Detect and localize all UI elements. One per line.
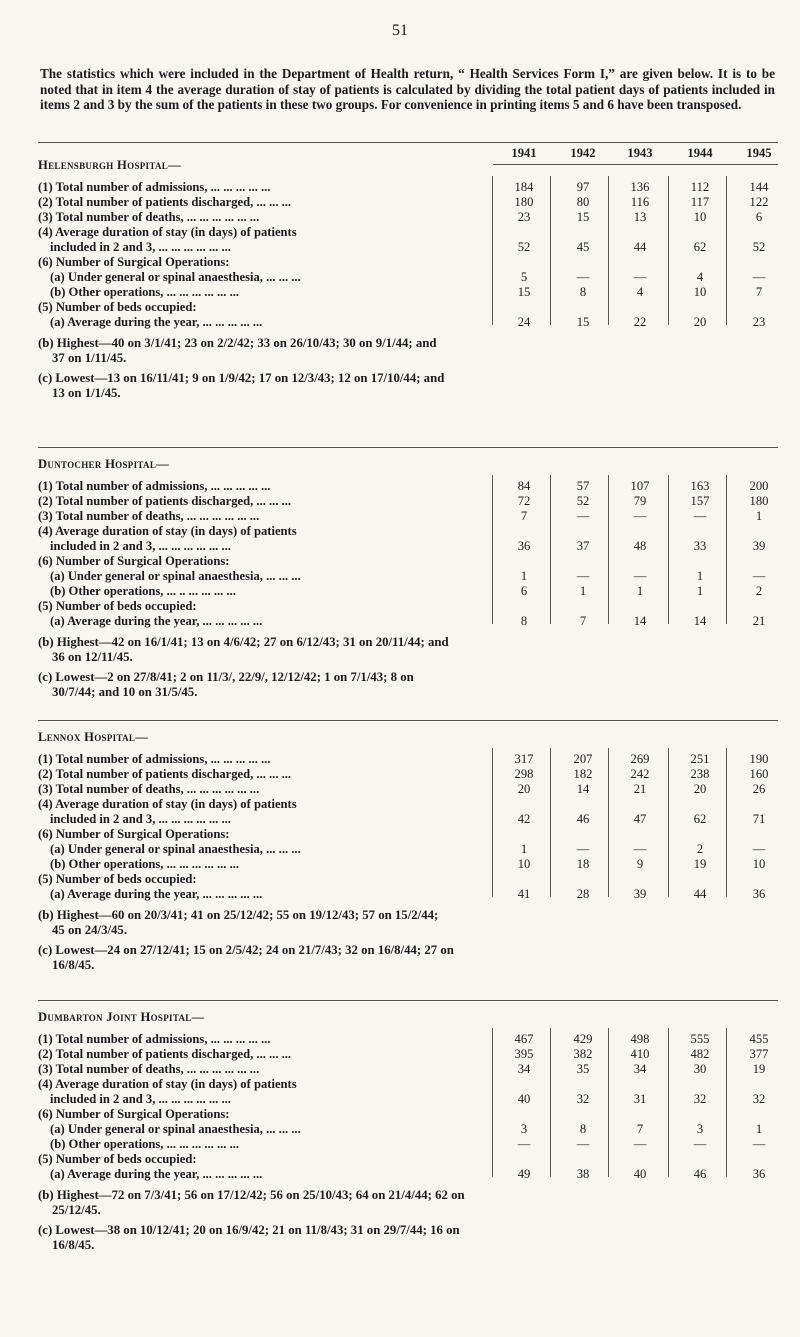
value-cell: 32	[576, 1092, 590, 1106]
value-cell: 6	[755, 210, 763, 224]
row-label: (5) Number of beds occupied:	[38, 1152, 197, 1166]
table-row	[38, 270, 778, 285]
value-cell: 317	[514, 752, 534, 766]
value-cell: 10	[693, 285, 707, 299]
value-cell: 14	[576, 782, 590, 796]
value-cell: —	[693, 1137, 707, 1151]
table-row	[38, 315, 778, 330]
row-label: (4) Average duration of stay (in days) of patients	[38, 1077, 297, 1091]
value-cell: 1	[755, 509, 763, 523]
highest-note	[38, 635, 758, 665]
value-cell: 84	[517, 479, 531, 493]
value-cell: —	[752, 569, 766, 583]
table-row	[38, 767, 778, 782]
table-row	[38, 1062, 778, 1077]
value-cell: 251	[690, 752, 710, 766]
value-cell: 242	[630, 767, 650, 781]
value-cell: 4	[636, 285, 644, 299]
row-label: (5) Number of beds occupied:	[38, 300, 197, 314]
value-cell: 2	[696, 842, 704, 856]
value-cell: 48	[633, 539, 647, 553]
row-label: (b) Other operations, ... ... ... ... ... ...	[50, 285, 240, 299]
value-cell: 7	[755, 285, 763, 299]
value-cell: 429	[573, 1032, 593, 1046]
table-row	[38, 887, 778, 902]
value-cell: 467	[514, 1032, 534, 1046]
table-row	[38, 614, 778, 629]
row-label: (a) Average during the year, ... ... ... ... ...	[50, 315, 263, 329]
hospital-name	[38, 1010, 778, 1025]
value-cell: 19	[693, 857, 707, 871]
row-label: (a) Average during the year, ... ... ... ... ...	[50, 614, 263, 628]
row-label: (1) Total number of admissions, ... ... ... ... ...	[38, 1032, 271, 1046]
lowest-cont: 30/7/44; and 10 on 31/5/45.	[52, 685, 198, 699]
value-cell: 45	[576, 240, 590, 254]
lowest-note	[38, 1223, 758, 1253]
value-cell: 52	[576, 494, 590, 508]
year-header: 1944	[687, 146, 713, 160]
table-row	[38, 509, 778, 524]
value-cell: 36	[752, 887, 766, 901]
value-cell: 1	[696, 584, 704, 598]
highest-text: (b) Highest—60 on 20/3/41; 41 on 25/12/42; 55 on 19/12/43; 57 on 15/2/44;	[38, 908, 439, 922]
value-cell: —	[576, 270, 590, 284]
value-cell: 269	[630, 752, 650, 766]
value-cell: 377	[749, 1047, 769, 1061]
value-cell: 8	[520, 614, 528, 628]
value-cell: 1	[520, 842, 528, 856]
value-cell: —	[576, 509, 590, 523]
lowest-cont: 16/8/45.	[52, 958, 95, 972]
lowest-text: (c) Lowest—24 on 27/12/41; 15 on 2/5/42; 24 on 21/7/43; 32 on 16/8/44; 27 on	[38, 943, 454, 957]
value-cell: 35	[576, 1062, 590, 1076]
value-cell: 15	[576, 315, 590, 329]
value-cell: 7	[636, 1122, 644, 1136]
value-cell: 136	[630, 180, 650, 194]
value-cell: 1	[579, 584, 587, 598]
value-cell: 40	[633, 1167, 647, 1181]
lowest-cont: 16/8/45.	[52, 1238, 95, 1252]
hospital-name-label: Helensburgh Hospital—	[38, 158, 181, 172]
value-cell: 1	[636, 584, 644, 598]
value-cell: 1	[520, 569, 528, 583]
table-row	[38, 180, 778, 195]
value-cell: —	[693, 509, 707, 523]
value-cell: 32	[693, 1092, 707, 1106]
table-row	[38, 797, 778, 812]
value-cell: 24	[517, 315, 531, 329]
value-cell: —	[752, 842, 766, 856]
value-cell: 18	[576, 857, 590, 871]
hospital-section	[38, 1008, 778, 1252]
value-cell: 144	[749, 180, 769, 194]
value-cell: —	[576, 1137, 590, 1151]
value-cell: 180	[749, 494, 769, 508]
value-cell: 482	[690, 1047, 710, 1061]
value-cell: 34	[517, 1062, 531, 1076]
value-cell: 47	[633, 812, 647, 826]
lowest-note	[38, 670, 758, 700]
value-cell: 4	[696, 270, 704, 284]
value-cell: —	[633, 509, 647, 523]
value-cell: 38	[576, 1167, 590, 1181]
value-cell: 62	[693, 812, 707, 826]
value-cell: 21	[633, 782, 647, 796]
value-cell: 57	[576, 479, 590, 493]
value-cell: 41	[517, 887, 531, 901]
value-cell: 8	[579, 285, 587, 299]
row-label: (1) Total number of admissions, ... ... ... ... ...	[38, 479, 271, 493]
row-label: (1) Total number of admissions, ... ... ... ... ...	[38, 180, 271, 194]
value-cell: 36	[752, 1167, 766, 1181]
table-row	[38, 524, 778, 539]
value-cell: 182	[573, 767, 593, 781]
table-row	[38, 210, 778, 225]
value-cell: 20	[517, 782, 531, 796]
value-cell: 46	[693, 1167, 707, 1181]
table-row	[38, 599, 778, 614]
value-cell: 49	[517, 1167, 531, 1181]
value-cell: 180	[514, 195, 534, 209]
table-row	[38, 1047, 778, 1062]
value-cell: 19	[752, 1062, 766, 1076]
table-row	[38, 1167, 778, 1182]
value-cell: 23	[517, 210, 531, 224]
value-cell: 42	[517, 812, 531, 826]
table-row	[38, 539, 778, 554]
table-row	[38, 827, 778, 842]
value-cell: 37	[576, 539, 590, 553]
row-label: (6) Number of Surgical Operations:	[38, 554, 230, 568]
highest-note	[38, 908, 758, 938]
table-row	[38, 752, 778, 767]
table-row	[38, 1122, 778, 1137]
table-row	[38, 240, 778, 255]
hospital-name	[38, 457, 778, 472]
highest-cont: 45 on 24/3/45.	[52, 923, 128, 937]
lowest-text: (c) Lowest—38 on 10/12/41; 20 on 16/9/42; 21 on 11/8/43; 31 on 29/7/44; 16 on	[38, 1223, 460, 1237]
highest-text: (b) Highest—72 on 7/3/41; 56 on 17/12/42; 56 on 25/10/43; 64 on 21/4/44; 62 on	[38, 1188, 465, 1202]
table-row	[38, 255, 778, 270]
value-cell: 9	[636, 857, 644, 871]
value-cell: —	[752, 270, 766, 284]
value-cell: —	[633, 1137, 647, 1151]
section-rule	[38, 447, 778, 448]
row-label: (2) Total number of patients discharged, ... ... ...	[38, 767, 292, 781]
table-row	[38, 584, 778, 599]
hospital-name	[38, 730, 778, 745]
value-cell: 23	[752, 315, 766, 329]
table-row	[38, 195, 778, 210]
row-label: included in 2 and 3, ... ... ... ... ... ...	[50, 240, 231, 254]
value-cell: 52	[752, 240, 766, 254]
lowest-text: (c) Lowest—13 on 16/11/41; 9 on 1/9/42; 17 on 12/3/43; 12 on 17/10/44; and	[38, 371, 445, 385]
table-row	[38, 1152, 778, 1167]
value-cell: —	[576, 569, 590, 583]
value-cell: 10	[517, 857, 531, 871]
value-cell: 395	[514, 1047, 534, 1061]
table-row	[38, 479, 778, 494]
row-label: (4) Average duration of stay (in days) of patients	[38, 797, 297, 811]
value-cell: 31	[633, 1092, 647, 1106]
year-header: 1943	[627, 146, 653, 160]
hospital-name-label: Dumbarton Joint Hospital—	[38, 1010, 205, 1024]
year-header: 1941	[511, 146, 537, 160]
value-cell: 28	[576, 887, 590, 901]
value-cell: 21	[752, 614, 766, 628]
value-cell: 200	[749, 479, 769, 493]
highest-text: (b) Highest—40 on 3/1/41; 23 on 2/2/42; 33 on 26/10/43; 30 on 9/1/44; and	[38, 336, 437, 350]
value-cell: —	[633, 842, 647, 856]
value-cell: 112	[690, 180, 710, 194]
value-cell: 15	[576, 210, 590, 224]
value-cell: 30	[693, 1062, 707, 1076]
value-cell: 39	[633, 887, 647, 901]
value-cell: 62	[693, 240, 707, 254]
value-cell: 3	[520, 1122, 528, 1136]
row-label: (3) Total number of deaths, ... ... ... ... ... ...	[38, 782, 260, 796]
value-cell: 7	[579, 614, 587, 628]
value-cell: 238	[690, 767, 710, 781]
value-cell: —	[633, 569, 647, 583]
highest-text: (b) Highest—42 on 16/1/41; 13 on 4/6/42; 27 on 6/12/43; 31 on 20/11/44; and	[38, 635, 449, 649]
table-row	[38, 569, 778, 584]
row-label: (a) Under general or spinal anaesthesia, ... ... ...	[50, 842, 301, 856]
hospital-name-label: Lennox Hospital—	[38, 730, 149, 744]
row-label: (5) Number of beds occupied:	[38, 872, 197, 886]
row-label: (3) Total number of deaths, ... ... ... ... ... ...	[38, 210, 260, 224]
value-cell: 71	[752, 812, 766, 826]
value-cell: 34	[633, 1062, 647, 1076]
row-label: (a) Under general or spinal anaesthesia, ... ... ...	[50, 270, 301, 284]
value-cell: 3	[696, 1122, 704, 1136]
value-cell: —	[517, 1137, 531, 1151]
value-cell: 33	[693, 539, 707, 553]
top-rule	[38, 142, 778, 143]
table-row	[38, 812, 778, 827]
table-row	[38, 872, 778, 887]
value-cell: 2	[755, 584, 763, 598]
value-cell: —	[633, 270, 647, 284]
table-row	[38, 285, 778, 300]
value-cell: 410	[630, 1047, 650, 1061]
section-rule	[38, 720, 778, 721]
row-label: (b) Other operations, ... .. ... ... ... ...	[50, 584, 236, 598]
value-cell: 52	[517, 240, 531, 254]
hospital-section	[38, 455, 778, 699]
value-cell: 157	[690, 494, 710, 508]
lowest-note	[38, 943, 758, 973]
value-cell: 72	[517, 494, 531, 508]
value-cell: 44	[693, 887, 707, 901]
row-label: (1) Total number of admissions, ... ... ... ... ...	[38, 752, 271, 766]
table-row	[38, 782, 778, 797]
row-label: (a) Average during the year, ... ... ... ... ...	[50, 887, 263, 901]
table-row	[38, 842, 778, 857]
row-label: (4) Average duration of stay (in days) of patients	[38, 524, 297, 538]
row-label: included in 2 and 3, ... ... ... ... ... ...	[50, 539, 231, 553]
row-label: (2) Total number of patients discharged, ... ... ...	[38, 195, 292, 209]
table-row	[38, 1092, 778, 1107]
row-label: (4) Average duration of stay (in days) of patients	[38, 225, 297, 239]
hospital-name	[38, 158, 778, 173]
value-cell: 1	[696, 569, 704, 583]
hospital-section	[38, 146, 778, 400]
row-label: (a) Under general or spinal anaesthesia, ... ... ...	[50, 569, 301, 583]
value-cell: 39	[752, 539, 766, 553]
value-cell: 6	[520, 584, 528, 598]
value-cell: —	[576, 842, 590, 856]
row-label: (a) Average during the year, ... ... ... ... ...	[50, 1167, 263, 1181]
value-cell: 160	[749, 767, 769, 781]
value-cell: 107	[630, 479, 650, 493]
value-cell: 7	[520, 509, 528, 523]
value-cell: 36	[517, 539, 531, 553]
value-cell: 10	[752, 857, 766, 871]
value-cell: 190	[749, 752, 769, 766]
row-label: (b) Other operations, ... ... ... ... ... ...	[50, 857, 240, 871]
highest-note	[38, 336, 758, 366]
highest-note	[38, 1188, 758, 1218]
table-row	[38, 1107, 778, 1122]
row-label: (3) Total number of deaths, ... ... ... ... ... ...	[38, 509, 260, 523]
value-cell: 44	[633, 240, 647, 254]
value-cell: 46	[576, 812, 590, 826]
value-cell: 8	[579, 1122, 587, 1136]
table-row	[38, 494, 778, 509]
table-row	[38, 300, 778, 315]
value-cell: 1	[755, 1122, 763, 1136]
row-label: (6) Number of Surgical Operations:	[38, 1107, 230, 1121]
row-label: included in 2 and 3, ... ... ... ... ... ...	[50, 812, 231, 826]
value-cell: 20	[693, 782, 707, 796]
value-cell: 455	[749, 1032, 769, 1046]
row-label: (6) Number of Surgical Operations:	[38, 255, 230, 269]
section-rule	[38, 1000, 778, 1001]
table-row	[38, 1137, 778, 1152]
value-cell: 555	[690, 1032, 710, 1046]
value-cell: 5	[520, 270, 528, 284]
highest-cont: 36 on 12/11/45.	[52, 650, 133, 664]
hospital-section	[38, 728, 778, 972]
table-row	[38, 857, 778, 872]
value-cell: 117	[690, 195, 710, 209]
value-cell: 184	[514, 180, 534, 194]
row-label: (a) Under general or spinal anaesthesia, ... ... ...	[50, 1122, 301, 1136]
page-number: 51	[392, 22, 408, 39]
intro-paragraph: The statistics which were included in the Department of Health return, “ Health Services Form I,” are given below. It is to be noted that in item 4 the average duration of stay of patients is calculated by dividing the total patient days of patients included in items 2 and 3 by the sum of the patients in these two groups. For convenience in printing items 5 and 6 have been transposed.	[40, 66, 775, 112]
row-label: (2) Total number of patients discharged, ... ... ...	[38, 1047, 292, 1061]
lowest-note	[38, 371, 758, 401]
value-cell: 163	[690, 479, 710, 493]
row-label: (5) Number of beds occupied:	[38, 599, 197, 613]
value-cell: 20	[693, 315, 707, 329]
row-label: included in 2 and 3, ... ... ... ... ... ...	[50, 1092, 231, 1106]
value-cell: 15	[517, 285, 531, 299]
value-cell: 26	[752, 782, 766, 796]
value-cell: 22	[633, 315, 647, 329]
value-cell: 14	[693, 614, 707, 628]
value-cell: 79	[633, 494, 647, 508]
year-header: 1945	[746, 146, 772, 160]
table-row	[38, 1032, 778, 1047]
table-row	[38, 554, 778, 569]
value-cell: 382	[573, 1047, 593, 1061]
value-cell: 116	[630, 195, 650, 209]
value-cell: 207	[573, 752, 593, 766]
lowest-cont: 13 on 1/1/45.	[52, 386, 121, 400]
table-row	[38, 1077, 778, 1092]
value-cell: 10	[693, 210, 707, 224]
hospital-name-label: Duntocher Hospital—	[38, 457, 170, 471]
value-cell: 80	[576, 195, 590, 209]
highest-cont: 25/12/45.	[52, 1203, 101, 1217]
table-row	[38, 225, 778, 240]
value-cell: 122	[749, 195, 769, 209]
row-label: (2) Total number of patients discharged, ... ... ...	[38, 494, 292, 508]
row-label: (6) Number of Surgical Operations:	[38, 827, 230, 841]
highest-cont: 37 on 1/11/45.	[52, 351, 127, 365]
year-header: 1942	[570, 146, 596, 160]
row-label: (b) Other operations, ... ... ... ... ... ...	[50, 1137, 240, 1151]
value-cell: 298	[514, 767, 534, 781]
value-cell: 14	[633, 614, 647, 628]
value-cell: —	[752, 1137, 766, 1151]
value-cell: 32	[752, 1092, 766, 1106]
value-cell: 40	[517, 1092, 531, 1106]
value-cell: 13	[633, 210, 647, 224]
row-label: (3) Total number of deaths, ... ... ... ... ... ...	[38, 1062, 260, 1076]
value-cell: 498	[630, 1032, 650, 1046]
lowest-text: (c) Lowest—2 on 27/8/41; 2 on 11/3/, 22/9/, 12/12/42; 1 on 7/1/43; 8 on	[38, 670, 414, 684]
value-cell: 97	[576, 180, 590, 194]
